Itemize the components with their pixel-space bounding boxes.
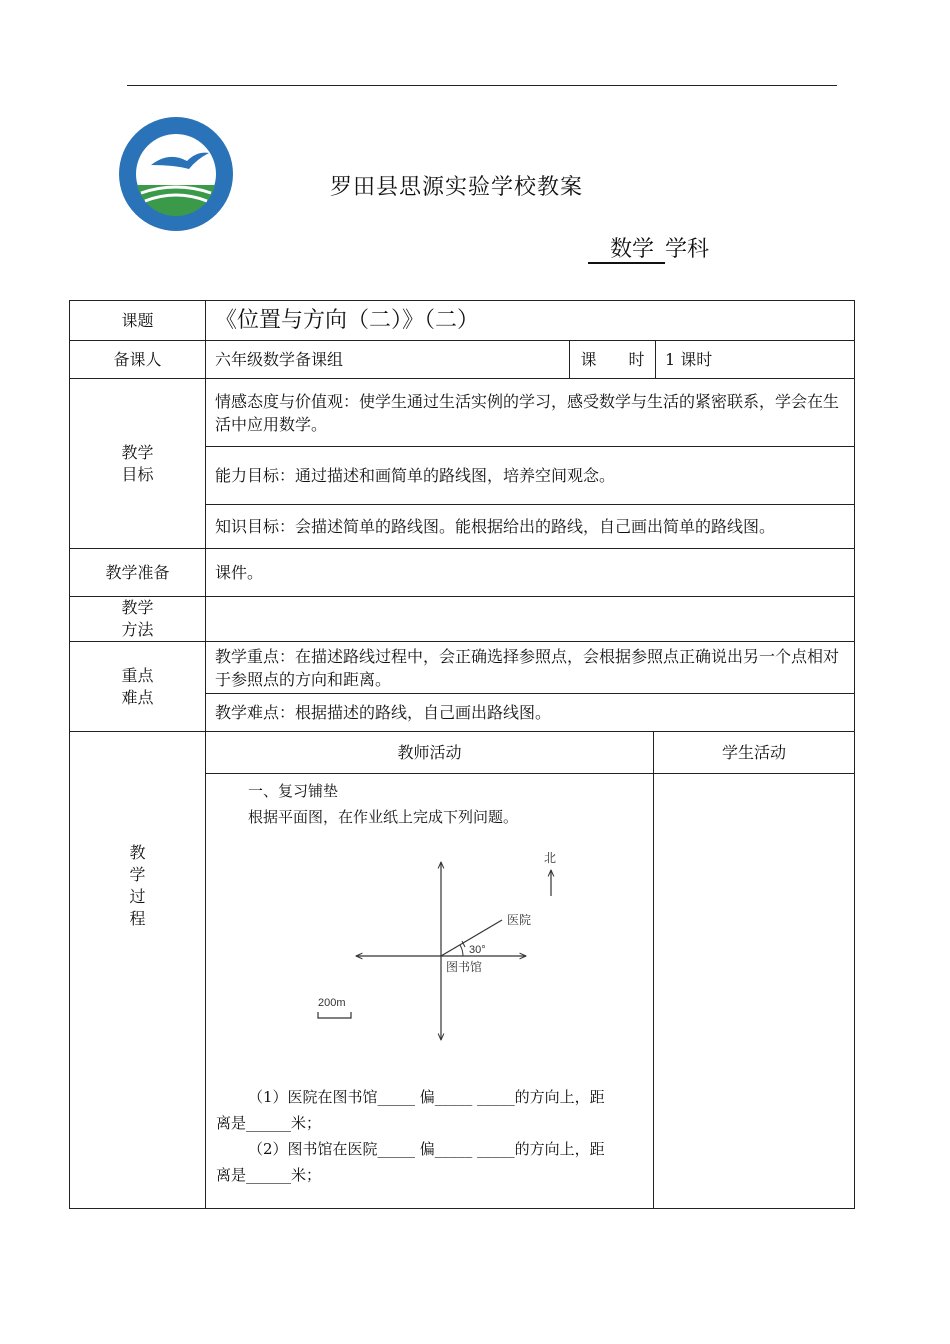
row-preparer — [70, 341, 855, 379]
svg-text:2011.7: 2011.7 — [162, 136, 190, 145]
teacher-activity-cell — [206, 774, 654, 1209]
prep-label: 教学准备 — [70, 549, 206, 597]
question-2-line-2: 离是______米； — [216, 1166, 322, 1184]
scale-bar — [318, 1012, 351, 1018]
scale-label: 200m — [318, 997, 346, 1009]
student-activity-cell — [654, 774, 855, 1209]
difficult-point: 教学难点：根据描述的路线，自己画出路线图。 — [206, 694, 855, 732]
angle-arc — [460, 945, 463, 956]
school-logo — [117, 115, 235, 233]
section-title: 一、复习铺垫 — [248, 782, 339, 800]
row-key-point — [70, 642, 855, 694]
library-label: 图书馆 — [446, 960, 483, 974]
period-label: 课 时 — [570, 341, 656, 379]
angle-label: 30° — [469, 944, 486, 956]
row-prep — [70, 549, 855, 597]
topic-value: 《位置与方向（二）》（二） — [206, 301, 855, 341]
method-label: 教学 方法 — [70, 597, 206, 642]
prep-value: 课件。 — [206, 549, 855, 597]
subject-suffix: 学科 — [665, 237, 710, 262]
lesson-plan-table — [69, 300, 855, 1209]
row-method — [70, 597, 855, 642]
hospital-label: 医院 — [507, 913, 532, 927]
teacher-activity-header: 教师活动 — [206, 732, 654, 774]
question-1-line-1: （1）医院在图书馆_____ 偏_____ _____的方向上，距 — [248, 1088, 605, 1106]
question-2-line-1: （2）图书馆在医院_____ 偏_____ _____的方向上，距 — [248, 1140, 605, 1158]
instruction: 根据平面图，在作业纸上完成下列问题。 — [248, 808, 519, 826]
header-rule — [127, 85, 837, 86]
method-value — [206, 597, 855, 642]
key-point: 教学重点：在描述路线过程中，会正确选择参照点，会根据参照点正确说出另一个点相对于参照点的方向和距离。 — [206, 642, 855, 694]
subject-name: 数学 — [610, 237, 655, 262]
key-label: 重点 难点 — [70, 642, 206, 732]
north-label: 北 — [544, 851, 557, 865]
position-diagram — [306, 844, 576, 1054]
question-1-line-2: 离是______米； — [216, 1114, 322, 1132]
goals-label: 教学 目标 — [70, 379, 206, 549]
period-value: 1 课时 — [656, 341, 855, 379]
row-goal-emotion — [70, 379, 855, 447]
row-activity-header — [70, 732, 855, 774]
row-topic — [70, 301, 855, 341]
preparer-label: 备课人 — [70, 341, 206, 379]
process-label: 教 学 过 程 — [70, 732, 206, 1209]
student-activity-header: 学生活动 — [654, 732, 855, 774]
goal-ability: 能力目标：通过描述和画简单的路线图，培养空间观念。 — [206, 447, 855, 505]
goal-knowledge: 知识目标：会描述简单的路线图。能根据给出的路线，自己画出简单的路线图。 — [206, 505, 855, 549]
preparer-value: 六年级数学备课组 — [206, 341, 570, 379]
topic-label: 课题 — [70, 301, 206, 341]
subject-line — [588, 232, 709, 263]
goal-emotion: 情感态度与价值观：使学生通过生活实例的学习，感受数学与生活的紧密联系，学会在生活中应用数学。 — [206, 379, 855, 447]
school-title: 罗田县思源实验学校教案 — [330, 175, 584, 200]
